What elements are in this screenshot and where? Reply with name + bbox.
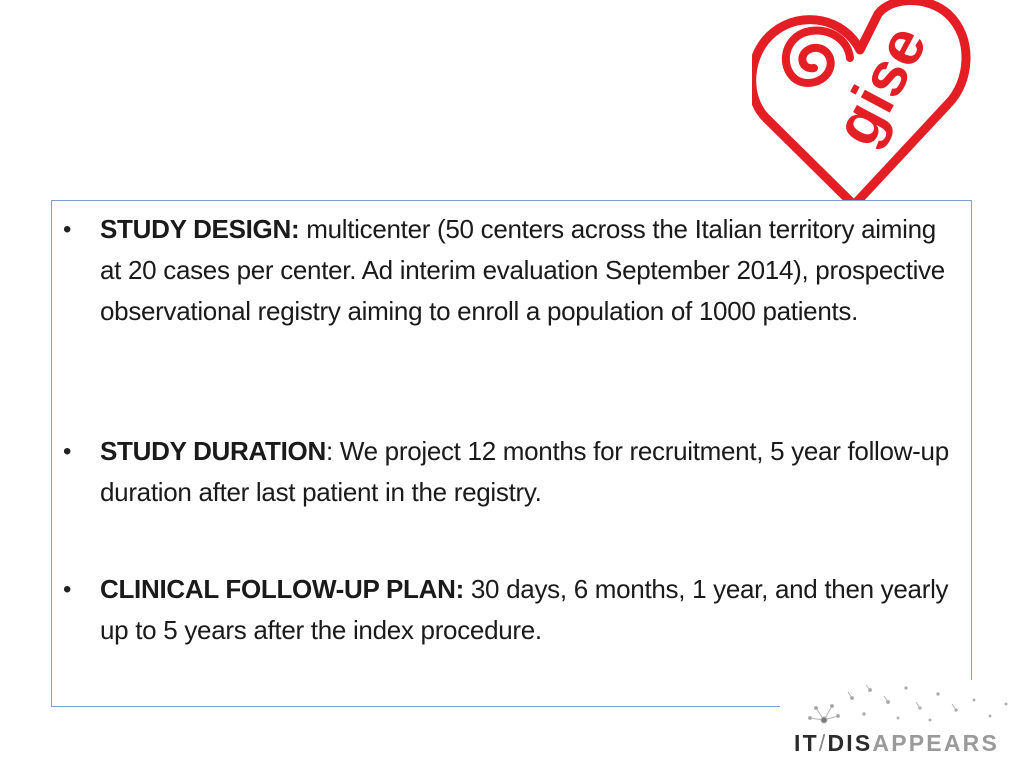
bullet-text xyxy=(100,569,950,651)
itd-appears: APPEARS xyxy=(872,730,999,756)
itd-it: IT xyxy=(794,730,819,756)
bullet-dot: • xyxy=(63,216,72,243)
bullet-text xyxy=(100,431,950,513)
bullet-dot: • xyxy=(63,576,72,603)
itd-dis: DIS xyxy=(827,730,873,756)
bullet-body: multicenter (50 centers across the Italian territory aiming at 20 cases per center. Ad interim evaluation September 2014), prospective observational registry aiming to enroll a population of 1000 patients. xyxy=(100,214,945,326)
it-disappears-logo xyxy=(780,680,1024,768)
bullet-text xyxy=(100,209,950,332)
itd-slash: / xyxy=(818,730,828,756)
bullet-body: 30 days, 6 months, 1 year, and then yearly up to 5 years after the index procedure. xyxy=(100,574,949,645)
gise-heart-icon xyxy=(752,0,972,205)
it-disappears-wordmark xyxy=(794,730,999,757)
bullet-dot: • xyxy=(63,438,72,465)
content-box xyxy=(51,200,972,707)
bullet-term: STUDY DURATION xyxy=(100,436,326,466)
bullet-body: : We project 12 months for recruitment, 5 year follow-up duration after last patient in the registry. xyxy=(100,436,949,507)
bullet-term: CLINICAL FOLLOW-UP PLAN: xyxy=(100,574,464,604)
gise-logo-text: gise xyxy=(821,14,941,157)
bullet-term: STUDY DESIGN: xyxy=(100,214,300,244)
gise-logo xyxy=(752,0,972,205)
